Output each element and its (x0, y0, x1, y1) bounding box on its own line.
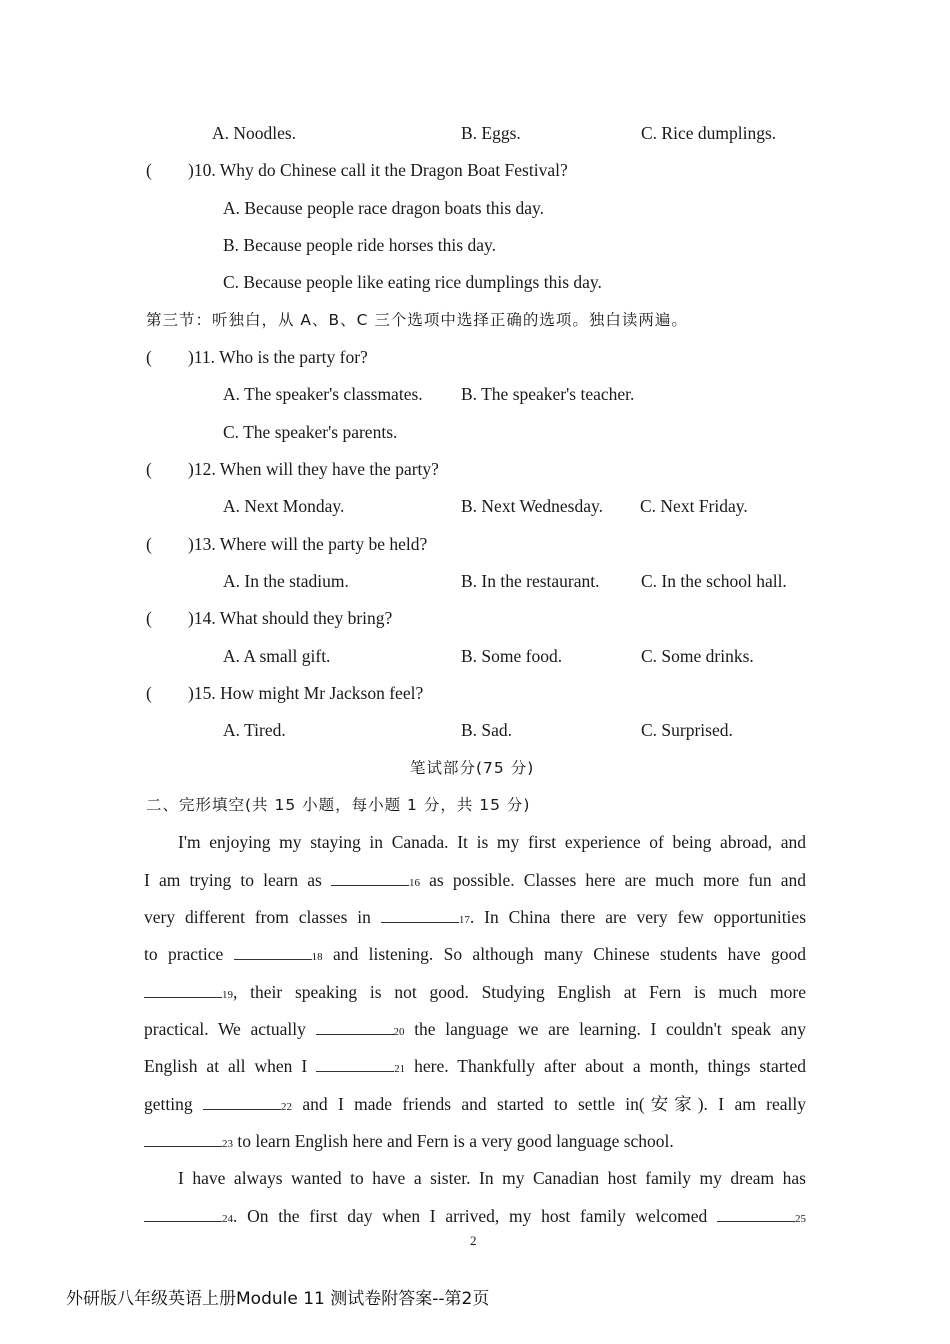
cloze-heading: 二、完形填空(共 15 小题，每小题 1 分，共 15 分) (146, 796, 531, 814)
q14-option-b: B. Some food. (461, 646, 563, 666)
passage-line (144, 943, 806, 968)
q15-option-a: A. Tired. (223, 720, 286, 740)
passage-text: . In China there are very few opportunities (469, 907, 806, 927)
answer-paren: ( (146, 347, 152, 367)
passage-text: to practice (144, 944, 224, 964)
q11-option-a: A. The speaker's classmates. (223, 384, 423, 404)
q12-text: )12. When will they have the party? (188, 459, 439, 479)
passage-text: . On the first day when I arrived, my host family welcomed (233, 1206, 708, 1226)
passage-text: I am trying to learn as (144, 870, 322, 890)
passage-text: I'm enjoying my staying in Canada. It is my first experience of being abroad, and (178, 832, 806, 852)
q14-option-a: A. A small gift. (223, 646, 331, 666)
blank-number: 23 (222, 1138, 233, 1150)
passage-text: the language we are learning. I couldn't speak any (414, 1019, 807, 1039)
passage-line (144, 1055, 806, 1080)
blank-number: 17 (458, 914, 470, 926)
blank-number: 22 (280, 1101, 292, 1113)
q11-option-b: B. The speaker's teacher. (461, 384, 635, 404)
blank-21[interactable] (316, 1056, 405, 1076)
passage-text: I have always wanted to have a sister. In my Canadian host family my dream has (178, 1168, 806, 1188)
passage-line (144, 906, 806, 931)
q9-option-a: A. Noodles. (212, 123, 297, 143)
blank-20[interactable] (316, 1019, 405, 1039)
answer-paren: ( (146, 160, 152, 180)
blank-23[interactable] (144, 1131, 233, 1151)
blank-25[interactable] (717, 1206, 806, 1226)
q15-option-c: C. Surprised. (641, 720, 733, 740)
blank-number: 19 (222, 989, 233, 1001)
passage-text: to learn English here and Fern is a very good language school. (237, 1131, 674, 1151)
blank-22[interactable] (203, 1094, 292, 1114)
passage-line (144, 1205, 806, 1230)
blank-number: 18 (311, 951, 323, 963)
q11-option-c: C. The speaker's parents. (223, 422, 398, 442)
blank-18[interactable] (234, 944, 323, 964)
blank-number: 16 (409, 877, 421, 889)
q10-option-b: B. Because people ride horses this day. (223, 235, 496, 255)
passage-line (144, 1130, 674, 1155)
q9-option-c: C. Rice dumplings. (641, 123, 777, 143)
blank-number: 24 (222, 1213, 233, 1225)
blank-24[interactable] (144, 1206, 233, 1226)
answer-paren: ( (146, 683, 152, 703)
page-number: 2 (470, 1233, 477, 1248)
passage-text: very different from classes in (144, 907, 371, 927)
answer-paren: ( (146, 534, 152, 554)
passage-text: practical. We actually (144, 1019, 306, 1039)
passage-text: getting (144, 1094, 193, 1114)
passage-text: English at all when I (144, 1056, 308, 1076)
q13-option-a: A. In the stadium. (223, 571, 349, 591)
passage-text: here. Thankfully after about a month, things started (414, 1056, 807, 1076)
q12-option-b: B. Next Wednesday. (461, 496, 603, 516)
blank-number: 20 (393, 1026, 405, 1038)
passage-text: , their speaking is not good. Studying English at Fern is much more (233, 982, 806, 1002)
passage-line (144, 1018, 806, 1043)
blank-17[interactable] (381, 907, 470, 927)
q13-option-c: C. In the school hall. (641, 571, 787, 591)
passage-text: and I made friends and started to settle in(安家). I am really (302, 1094, 807, 1114)
passage-line (178, 1167, 806, 1189)
q15-text: )15. How might Mr Jackson feel? (188, 683, 424, 703)
blank-number: 25 (795, 1213, 806, 1225)
q13-text: )13. Where will the party be held? (188, 534, 428, 554)
passage-text: and listening. So although many Chinese students have good (333, 944, 807, 964)
blank-number: 21 (394, 1063, 406, 1075)
answer-paren: ( (146, 459, 152, 479)
q15-option-b: B. Sad. (461, 720, 513, 740)
document-footer: 外研版八年级英语上册Module 11 测试卷附答案--第2页 (66, 1289, 490, 1309)
q13-option-b: B. In the restaurant. (461, 571, 600, 591)
blank-16[interactable] (331, 870, 420, 890)
passage-line (144, 869, 806, 894)
section3-heading: 第三节：听独白，从 A、B、C 三个选项中选择正确的选项。独白读两遍。 (146, 311, 688, 329)
passage-line (144, 1093, 806, 1118)
passage-line (144, 981, 806, 1006)
written-part-title: 笔试部分(75 分) (410, 759, 535, 777)
blank-19[interactable] (144, 982, 233, 1002)
q11-text: )11. Who is the party for? (188, 347, 368, 367)
passage-line (178, 831, 806, 853)
q12-option-c: C. Next Friday. (640, 496, 748, 516)
q12-option-a: A. Next Monday. (223, 496, 345, 516)
q14-text: )14. What should they bring? (188, 608, 393, 628)
q9-option-b: B. Eggs. (461, 123, 521, 143)
q14-option-c: C. Some drinks. (641, 646, 754, 666)
passage-text: as possible. Classes here are much more fun and (429, 870, 806, 890)
q10-option-a: A. Because people race dragon boats this day. (223, 198, 545, 218)
q10-option-c: C. Because people like eating rice dumplings this day. (223, 272, 602, 292)
q10-text: )10. Why do Chinese call it the Dragon Boat Festival? (188, 160, 568, 180)
answer-paren: ( (146, 608, 152, 628)
